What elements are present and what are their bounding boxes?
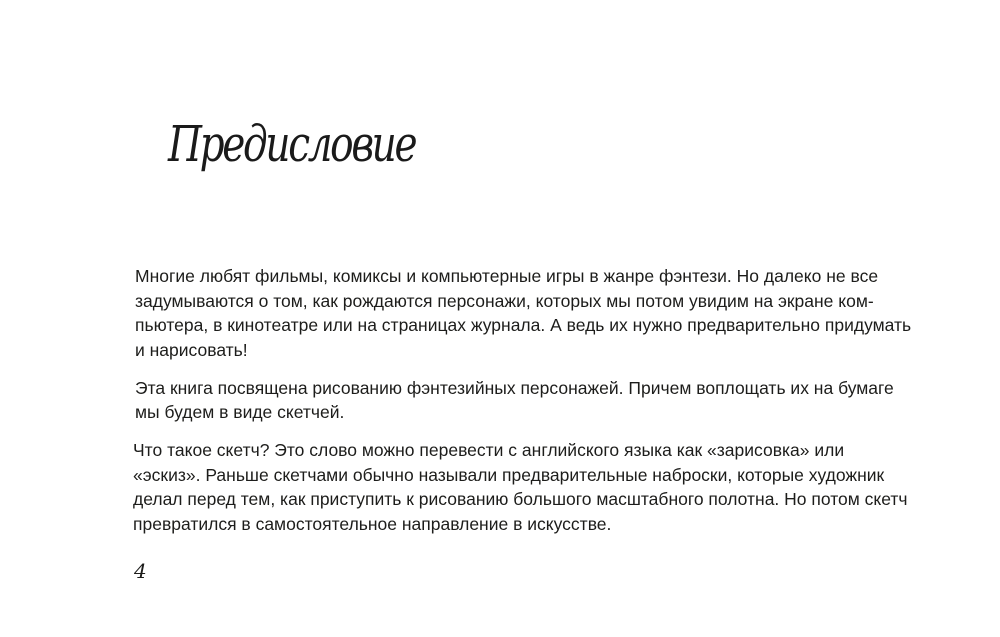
body-text	[133, 264, 912, 550]
page-title: Предисловие	[168, 115, 416, 173]
paragraph	[135, 264, 912, 362]
text-line: делал перед тем, как приступить к рисованию большого масштабного полотна. Но потом скетч	[133, 489, 908, 509]
text-line: мы будем в виде скетчей.	[135, 402, 345, 422]
page-number: 4	[134, 559, 147, 583]
paragraph	[133, 438, 908, 536]
paragraph	[135, 376, 894, 425]
text-line: «эскиз». Раньше скетчами обычно называли предварительные наброски, которые художник	[133, 464, 885, 485]
text-line: Эта книга посвящена рисованию фэнтезийных персонажей. Причем воплощать их на бумаге	[135, 377, 894, 398]
text-line: и нарисовать!	[135, 339, 248, 360]
text-line: превратился в самостоятельное направление в искусстве.	[133, 513, 612, 534]
text-line: Что такое скетч? Это слово можно перевести с английского языка как «зарисовка» или	[133, 440, 845, 460]
text-line: Многие любят фильмы, комиксы и компьютерные игры в жанре фэнтези. Но далеко не все	[135, 266, 879, 286]
text-line: пьютера, в кинотеатре или на страницах журнала. А ведь их нужно предварительно придумать	[135, 315, 912, 335]
text-line: задумываются о том, как рождаются персонажи, которых мы потом увидим на экране ком-	[135, 290, 874, 311]
